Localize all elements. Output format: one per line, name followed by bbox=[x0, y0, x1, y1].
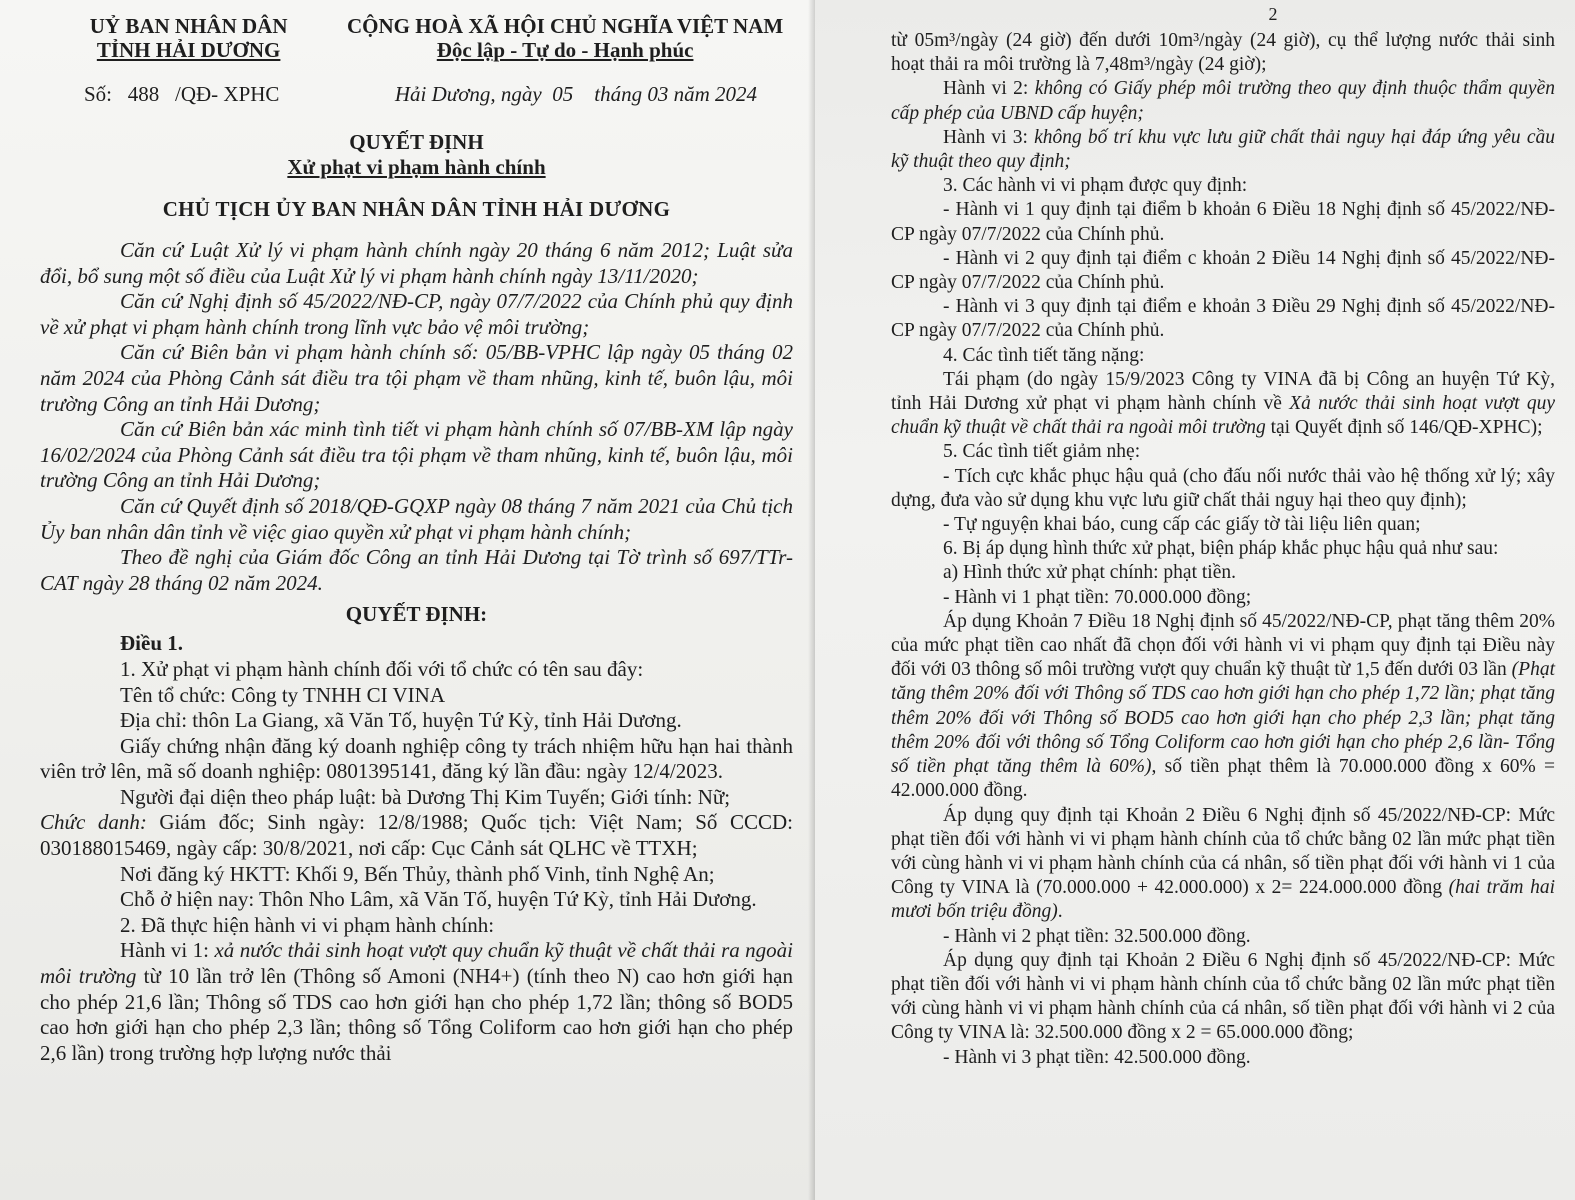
paragraph: - Hành vi 3 quy định tại điểm e khoản 3 Điều 29 Nghị định số 45/2022/NĐ-CP ngày 07/7/2022 của Chính phủ. bbox=[891, 296, 1555, 342]
article-1-heading: Điều 1. bbox=[120, 631, 183, 656]
violation-3-desc: không bố trí khu vực lưu giữ chất thải nguy hại đáp ứng yêu cầu kỹ thuật theo quy định; bbox=[891, 126, 1555, 173]
legal-basis: Căn cứ Biên bản xác minh tình tiết vi phạm hành chính số 07/BB-XM lập ngày 16/02/2024 của Phòng Cảnh sát điều tra tội phạm về tham nhũng, kinh tế, buôn lậu, môi trường Công an tỉnh Hải Dương; bbox=[40, 417, 793, 493]
paragraph: - Tích cực khắc phục hậu quả (cho đấu nối nước thải vào hệ thống xử lý; xây dựng, đưa vào sử dụng khu vực lưu giữ chất thải nguy hại theo quy định); bbox=[891, 465, 1555, 511]
doc-subtitle-text: Xử phạt vi phạm hành chính bbox=[287, 155, 546, 179]
paragraph: từ 05m³/ngày (24 giờ) đến dưới 10m³/ngày (24 giờ), cụ thể lượng nước thải sinh hoạt thải ra môi trường là 7,48m³/ngày (24 giờ); bbox=[891, 30, 1555, 76]
paragraph: 2. Đã thực hiện hành vi vi phạm hành chính: bbox=[120, 912, 495, 937]
national-motto-block bbox=[337, 14, 793, 62]
legal-basis: Căn cứ Nghị định số 45/2022/NĐ-CP, ngày 07/7/2022 của Chính phủ quy định về xử phạt vi phạm hành chính trong lĩnh vực bảo vệ môi trường; bbox=[40, 289, 793, 339]
surcharge-text-b: , số tiền phạt thêm là 70.000.000 đồng x 60% = 42.000.000 đồng. bbox=[891, 756, 1555, 802]
org-name: Tên tổ chức: Công ty TNHH CI VINA bbox=[120, 682, 445, 707]
paragraph: - Hành vi 2 phạt tiền: 32.500.000 đồng. bbox=[943, 925, 1251, 947]
legal-bases bbox=[40, 238, 793, 596]
page-number: 2 bbox=[1268, 4, 1278, 24]
legal-basis: Căn cứ Quyết định số 2018/QĐ-GQXP ngày 08 tháng 7 năm 2021 của Chủ tịch Ủy ban nhân dân tỉnh về việc giao quyền xử phạt vi phạm hành chính; bbox=[40, 493, 793, 544]
violation-1-text: từ 10 lần trở lên (Thông số Amoni (NH4+) (tính theo N) cao hơn giới hạn cho phép 21,6 lần; Thông số TDS cao hơn giới hạn cho phép 1,72 lần; thông số BOD5 cao hơn giới hạn cho phép 2,3 lần; thông số Tổng Coliform cao hơn giới hạn cho phép 2,6 lần) trong trường hợp lượng nước thải bbox=[40, 964, 793, 1065]
document-page-2 bbox=[815, 0, 1575, 1200]
current-residence: Chỗ ở hiện nay: Thôn Nho Lâm, xã Văn Tố, huyện Tứ Kỳ, tỉnh Hải Dương. bbox=[120, 887, 757, 912]
nation-line-2: Độc lập - Tự do - Hạnh phúc bbox=[436, 38, 694, 62]
paragraph: 6. Bị áp dụng hình thức xử phạt, biện pháp khắc phục hậu quả như sau: bbox=[943, 538, 1499, 560]
org-address: Địa chỉ: thôn La Giang, xã Văn Tố, huyện Tứ Kỳ, tỉnh Hải Dương. bbox=[120, 708, 682, 733]
legal-basis: Theo đề nghị của Giám đốc Công an tỉnh Hải Dương tại Tờ trình số 697/TTr-CAT ngày 28 tháng 02 năm 2024. bbox=[40, 545, 793, 595]
violation-2 bbox=[891, 77, 1555, 125]
violation-3-lead: Hành vi 3: bbox=[943, 126, 1035, 148]
doc-date: Hải Dương, ngày 05 tháng 03 năm 2024 bbox=[394, 82, 757, 106]
surcharge-text-a: Áp dụng Khoản 7 Điều 18 Nghị định số 45/2022/NĐ-CP, phạt tăng thêm 20% của mức phạt tiền cao nhất đã chọn đối với hành vi vi phạm quy định tại Điều này đối với 03 thông số môi trường vượt quy chuẩn kỹ thuật từ 1,5 đến dưới 03 lần bbox=[891, 610, 1555, 681]
representative-details bbox=[40, 810, 793, 861]
aggravating-circumstance bbox=[891, 368, 1555, 441]
agency-line-1: UỶ BAN NHÂN DÂN bbox=[89, 14, 288, 38]
fine-1-text-a: Áp dụng quy định tại Khoản 2 Điều 6 Nghị định số 45/2022/NĐ-CP: Mức phạt tiền đối với hành vi vi phạm hành chính của tổ chức bằng 02 lần mức phạt tiền với cùng hành vi vi phạm hành chính của cá nhân, số tiền phạt đối với hành vi 1 của Công ty VINA là (70.000.000 + 42.000.000) x 2= 224.000.000 đồng bbox=[891, 804, 1555, 899]
fine-calculation-1 bbox=[891, 804, 1555, 925]
legal-representative: Người đại diện theo pháp luật: bà Dương Thị Kim Tuyến; Giới tính: Nữ; bbox=[120, 784, 731, 809]
representative-title-label: Chức danh: bbox=[40, 810, 147, 835]
agency-block bbox=[40, 14, 337, 62]
aggravating-text-it: Xả nước thải sinh hoạt vượt quy chuẩn kỹ thuật về chất thải ra ngoài môi trường bbox=[891, 393, 1556, 439]
surcharge-paragraph bbox=[891, 610, 1555, 804]
aggravating-text-b: tại Quyết định số 146/QĐ-XPHC); bbox=[1265, 417, 1543, 439]
doc-meta bbox=[40, 82, 793, 107]
violation-1 bbox=[40, 938, 793, 1066]
legal-basis: Căn cứ Luật Xử lý vi phạm hành chính ngày 20 tháng 6 năm 2012; Luật sửa đổi, bổ sung một số điều của Luật Xử lý vi phạm hành chính ngày 13/11/2020; bbox=[40, 238, 793, 288]
aggravating-text-a: Tái phạm (do ngày 15/9/2023 Công ty VINA đã bị Công an huyện Tứ Kỳ, tỉnh Hải Dương xử phạt vi phạm hành chính về bbox=[891, 368, 1555, 415]
paragraph: - Hành vi 1 quy định tại điểm b khoản 6 Điều 18 Nghị định số 45/2022/NĐ-CP ngày 07/7/2022 của Chính phủ. bbox=[891, 199, 1555, 245]
authority-heading: CHỦ TỊCH ỦY BAN NHÂN DÂN TỈNH HẢI DƯƠNG bbox=[162, 197, 671, 221]
business-registration: Giấy chứng nhận đăng ký doanh nghiệp công ty trách nhiệm hữu hạn hai thành viên trở lên, mã số doanh nghiệp: 0801395141, đăng ký lần đầu: ngày 12/4/2023. bbox=[40, 733, 793, 784]
violation-1-desc: xả nước thải sinh hoạt vượt quy chuẩn kỹ thuật về chất thải ra ngoài môi trường bbox=[40, 938, 794, 989]
paragraph: - Hành vi 3 phạt tiền: 42.500.000 đồng. bbox=[943, 1046, 1251, 1068]
violation-1-lead: Hành vi 1: bbox=[120, 938, 215, 963]
paragraph: - Hành vi 1 phạt tiền: 70.000.000 đồng; bbox=[943, 586, 1252, 608]
paragraph: a) Hình thức xử phạt chính: phạt tiền. bbox=[943, 562, 1236, 584]
violation-3 bbox=[891, 126, 1555, 174]
fine-1-text-b: . bbox=[1057, 901, 1063, 923]
legal-basis: Căn cứ Biên bản vi phạm hành chính số: 05/BB-VPHC lập ngày 05 tháng 02 năm 2024 của Phòng Cảnh sát điều tra tội phạm về tham nhũng, kinh tế, buôn lậu, môi trường Công an tỉnh Hải Dương; bbox=[40, 340, 793, 416]
paragraph: 1. Xử phạt vi phạm hành chính đối với tổ chức có tên sau đây: bbox=[120, 656, 644, 681]
paragraph: 4. Các tình tiết tăng nặng: bbox=[943, 344, 1145, 366]
representative-details-text: Giám đốc; Sinh ngày: 12/8/1988; Quốc tịch: Việt Nam; Số CCCD: 030188015469, ngày cấp: 30/8/2021, nơi cấp: Cục Cảnh sát QLHC về TTXH; bbox=[40, 810, 793, 861]
doc-title: QUYẾT ĐỊNH bbox=[349, 130, 484, 154]
violation-2-desc: không có Giấy phép môi trường theo quy định thuộc thẩm quyền cấp phép của UBND cấp huyện; bbox=[891, 78, 1555, 124]
paragraph: 3. Các hành vi vi phạm được quy định: bbox=[943, 175, 1248, 197]
permanent-residence: Nơi đăng ký HKTT: Khối 9, Bến Thủy, thành phố Vinh, tỉnh Nghệ An; bbox=[120, 861, 715, 886]
paragraph: - Hành vi 2 quy định tại điểm c khoản 2 Điều 14 Nghị định số 45/2022/NĐ-CP ngày 07/7/2022 của Chính phủ. bbox=[891, 247, 1555, 294]
doc-number: Số: 488 /QĐ- XPHC bbox=[84, 82, 280, 106]
nation-line-1: CỘNG HOÀ XÃ HỘI CHỦ NGHĨA VIỆT NAM bbox=[347, 14, 784, 38]
violation-2-lead: Hành vi 2: bbox=[943, 78, 1035, 100]
agency-line-2: TỈNH HẢI DƯƠNG bbox=[96, 38, 281, 62]
decision-heading: QUYẾT ĐỊNH: bbox=[345, 602, 488, 627]
doc-subtitle bbox=[40, 155, 793, 179]
paragraph: - Tự nguyện khai báo, cung cấp các giấy tờ tài liệu liên quan; bbox=[943, 514, 1421, 536]
surcharge-text-it: (Phạt tăng thêm 20% đối với Thông số TDS cao hơn giới hạn cho phép 1,72 lần; phạt tăng thêm 20% đối với Thông số BOD5 cao hơn giới hạn cho phép 2,3 lần; phạt tăng thêm 20% đối với thông số Tổng Coliform cao hơn giới hạn cho phép 2,6 lần- Tổng số tiền phạt tăng thêm là 60%) bbox=[891, 659, 1555, 778]
paragraph: 5. Các tình tiết giảm nhẹ: bbox=[943, 441, 1141, 463]
fine-calculation-2: Áp dụng quy định tại Khoản 2 Điều 6 Nghị định số 45/2022/NĐ-CP: Mức phạt tiền đối với hành vi vi phạm hành chính của tổ chức bằng 02 lần mức phạt tiền với cùng hành vi vi phạm hành chính của cá nhân, số tiền phạt đối với hành vi 2 của Công ty VINA là: 32.500.000 đồng x 2 = 65.000.000 đồng; bbox=[891, 949, 1555, 1044]
header bbox=[40, 14, 793, 62]
fine-1-text-it: (hai trăm hai mươi bốn triệu đồng) bbox=[891, 877, 1555, 923]
